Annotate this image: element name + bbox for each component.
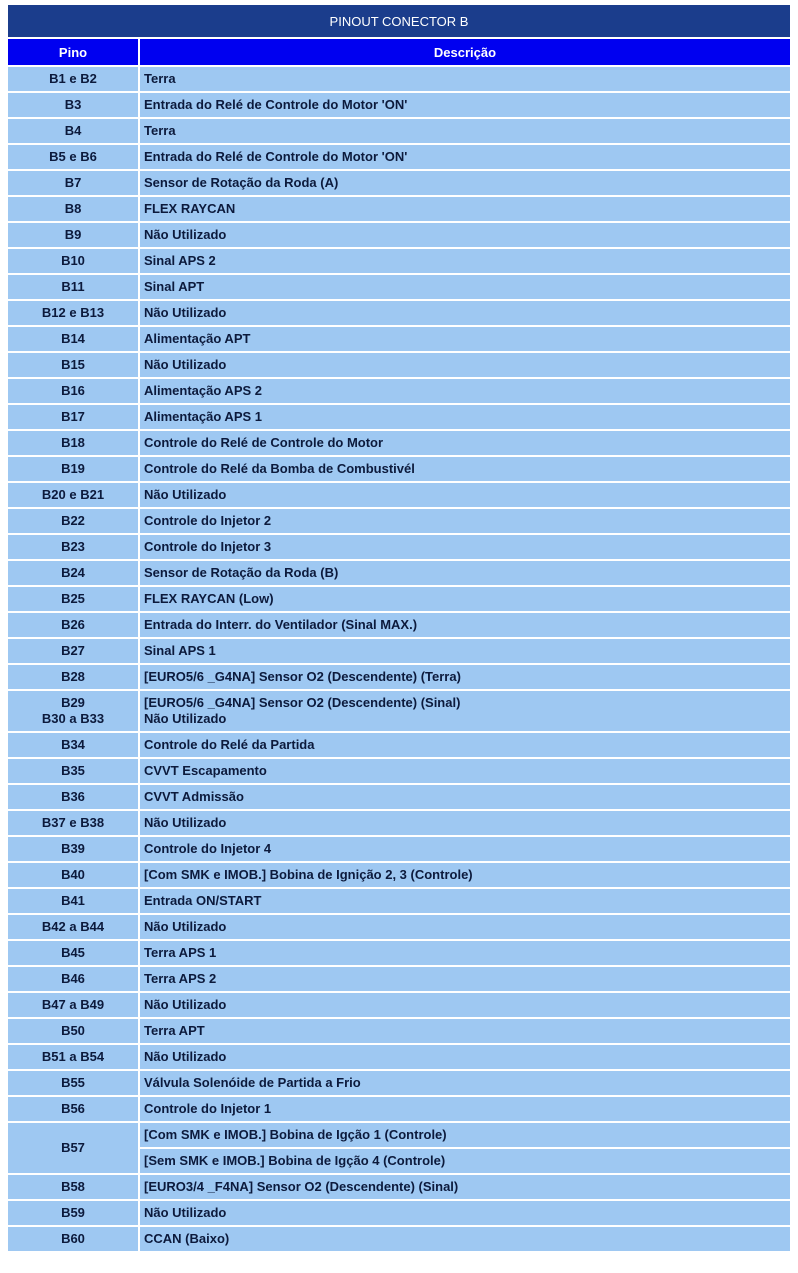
pin-cell <box>8 811 138 835</box>
description-label: Controle do Relé de Controle do Motor <box>144 435 384 450</box>
pin-label: B30 a B33 <box>41 711 105 726</box>
description-label: Controle do Injetor 4 <box>144 841 272 856</box>
pin-label: B45 <box>61 945 85 960</box>
pin-label: B17 <box>61 409 85 424</box>
pin-label: B58 <box>61 1179 85 1194</box>
table-row <box>8 1045 790 1069</box>
description-cell <box>140 1227 790 1251</box>
pin-cell <box>8 93 138 117</box>
description-cell <box>140 1123 790 1173</box>
pin-label: B20 e B21 <box>41 487 105 502</box>
description-cell <box>140 811 790 835</box>
pin-cell <box>8 1071 138 1095</box>
table-row <box>8 275 790 299</box>
table-body <box>8 67 790 1251</box>
pin-label: B16 <box>61 383 85 398</box>
description-cell <box>140 67 790 91</box>
description-label: Não Utilizado <box>144 919 227 934</box>
pin-label: B28 <box>61 669 85 684</box>
pin-label: B29 <box>61 695 85 710</box>
description-cell <box>140 639 790 663</box>
pin-label: B60 <box>61 1231 85 1246</box>
pin-cell <box>8 733 138 757</box>
table-row <box>8 379 790 403</box>
description-label: Alimentação APS 1 <box>144 409 263 424</box>
description-cell <box>140 1045 790 1069</box>
description-label: Terra APS 2 <box>144 971 217 986</box>
description-cell <box>140 941 790 965</box>
description-label: FLEX RAYCAN <box>144 201 236 216</box>
pin-label: B37 e B38 <box>41 815 105 830</box>
description-label: Terra APT <box>144 1023 205 1038</box>
description-cell <box>140 171 790 195</box>
table-row <box>8 785 790 809</box>
description-label: CCAN (Baixo) <box>144 1231 230 1246</box>
description-label: Alimentação APT <box>144 331 251 346</box>
pin-label: B57 <box>61 1140 85 1155</box>
description-cell <box>140 535 790 559</box>
table-row <box>8 759 790 783</box>
description-label: Terra APS 1 <box>144 945 217 960</box>
table-row <box>8 197 790 221</box>
pin-label: B18 <box>61 435 85 450</box>
pin-cell <box>8 535 138 559</box>
table-row <box>8 431 790 455</box>
description-cell <box>140 353 790 377</box>
description-label: CVVT Admissão <box>144 789 244 804</box>
pin-label: B9 <box>64 227 82 242</box>
pin-cell <box>8 889 138 913</box>
description-cell <box>140 665 790 689</box>
description-cell <box>140 613 790 637</box>
pin-cell <box>8 197 138 221</box>
pin-cell <box>8 1097 138 1121</box>
pinout-table <box>6 3 792 1253</box>
table-row <box>8 613 790 637</box>
pin-label: B11 <box>61 279 85 294</box>
pin-label: B27 <box>61 643 85 658</box>
description-cell <box>140 587 790 611</box>
pin-label: B7 <box>64 175 82 190</box>
description-cell <box>140 249 790 273</box>
description-label: [EURO5/6 _G4NA] Sensor O2 (Descendente) (Sinal) <box>144 695 461 710</box>
description-cell <box>140 863 790 887</box>
column-header-description: Descrição <box>140 39 790 65</box>
description-label: Não Utilizado <box>144 1205 227 1220</box>
table-row <box>8 457 790 481</box>
pin-cell <box>8 639 138 663</box>
pin-label: B14 <box>61 331 85 346</box>
table-row <box>8 1227 790 1251</box>
table-row <box>8 119 790 143</box>
description-label: CVVT Escapamento <box>144 763 267 778</box>
table-row <box>8 1123 790 1173</box>
description-cell <box>140 889 790 913</box>
pin-cell <box>8 561 138 585</box>
table-row <box>8 837 790 861</box>
pin-label: B56 <box>61 1101 85 1116</box>
description-label: Não Utilizado <box>144 305 227 320</box>
description-label: Terra <box>144 123 176 138</box>
pinout-table-container <box>6 3 792 1253</box>
table-row <box>8 1097 790 1121</box>
pin-cell <box>8 785 138 809</box>
pin-label: B23 <box>61 539 85 554</box>
table-row <box>8 587 790 611</box>
pin-cell <box>8 483 138 507</box>
description-label: Não Utilizado <box>144 1049 227 1064</box>
table-row <box>8 665 790 689</box>
description-cell <box>140 509 790 533</box>
pin-label: B55 <box>61 1075 85 1090</box>
description-cell <box>140 759 790 783</box>
column-header-pin: Pino <box>8 39 138 65</box>
pin-label: B22 <box>61 513 85 528</box>
table-row <box>8 223 790 247</box>
pin-cell <box>8 837 138 861</box>
pin-cell <box>8 1019 138 1043</box>
pin-label: B59 <box>61 1205 85 1220</box>
description-label: Não Utilizado <box>144 711 227 726</box>
description-cell <box>140 1097 790 1121</box>
pin-cell <box>8 301 138 325</box>
description-label: Não Utilizado <box>144 997 227 1012</box>
table-row <box>8 405 790 429</box>
description-label: Sensor de Rotação da Roda (A) <box>144 175 339 190</box>
pin-cell <box>8 1227 138 1251</box>
description-label: [Com SMK e IMOB.] Bobina de Igção 1 (Controle) <box>140 1123 790 1147</box>
pin-cell <box>8 145 138 169</box>
pin-cell <box>8 915 138 939</box>
table-row <box>8 93 790 117</box>
description-cell <box>140 93 790 117</box>
description-cell <box>140 119 790 143</box>
description-label: [Com SMK e IMOB.] Bobina de Ignição 2, 3 (Controle) <box>144 867 473 882</box>
description-cell <box>140 733 790 757</box>
table-row <box>8 535 790 559</box>
description-label: Sinal APS 2 <box>144 253 216 268</box>
description-cell <box>140 327 790 351</box>
table-row <box>8 353 790 377</box>
pin-label: B41 <box>61 893 85 908</box>
description-label: Não Utilizado <box>144 487 227 502</box>
table-row <box>8 171 790 195</box>
pin-cell <box>8 967 138 991</box>
description-label: Controle do Injetor 2 <box>144 513 272 528</box>
table-row <box>8 1019 790 1043</box>
pin-label: B36 <box>61 789 85 804</box>
table-row <box>8 967 790 991</box>
pin-cell <box>8 431 138 455</box>
description-cell <box>140 197 790 221</box>
table-row <box>8 327 790 351</box>
pin-label: B12 e B13 <box>41 305 105 320</box>
table-row <box>8 811 790 835</box>
table-row <box>8 863 790 887</box>
pin-label: B34 <box>61 737 85 752</box>
pin-cell <box>8 379 138 403</box>
table-row <box>8 889 790 913</box>
description-label: Entrada do Relé de Controle do Motor 'ON' <box>144 97 408 112</box>
pin-label: B24 <box>61 565 85 580</box>
description-cell <box>140 785 790 809</box>
pin-cell <box>8 249 138 273</box>
table-row <box>8 483 790 507</box>
pin-label: B40 <box>61 867 85 882</box>
pin-label: B50 <box>61 1023 85 1038</box>
description-label: Entrada ON/START <box>144 893 262 908</box>
table-row <box>8 1201 790 1225</box>
pin-label: B47 a B49 <box>41 997 105 1012</box>
pin-label: B4 <box>64 123 82 138</box>
pin-cell <box>8 613 138 637</box>
description-cell <box>140 1201 790 1225</box>
table-row <box>8 1175 790 1199</box>
description-cell <box>140 561 790 585</box>
pin-label: B8 <box>64 201 82 216</box>
pin-cell <box>8 863 138 887</box>
description-label: [Sem SMK e IMOB.] Bobina de Igção 4 (Controle) <box>140 1149 790 1173</box>
pin-label: B25 <box>61 591 85 606</box>
description-cell <box>140 1175 790 1199</box>
pin-cell <box>8 223 138 247</box>
pin-label: B51 a B54 <box>41 1049 105 1064</box>
description-cell <box>140 837 790 861</box>
pin-label: B1 e B2 <box>49 71 97 86</box>
pin-label: B35 <box>61 763 85 778</box>
description-label: Terra <box>144 71 176 86</box>
description-label: [EURO3/4 _F4NA] Sensor O2 (Descendente) (Sinal) <box>144 1179 459 1194</box>
pin-cell <box>8 327 138 351</box>
pin-cell <box>8 119 138 143</box>
pin-cell <box>8 691 138 731</box>
table-row <box>8 509 790 533</box>
description-cell <box>140 915 790 939</box>
pin-cell <box>8 759 138 783</box>
description-label: Não Utilizado <box>144 357 227 372</box>
description-cell <box>140 483 790 507</box>
description-label: Sinal APS 1 <box>144 643 216 658</box>
description-cell <box>140 1071 790 1095</box>
description-cell <box>140 993 790 1017</box>
table-row <box>8 993 790 1017</box>
pin-cell <box>8 1123 138 1173</box>
pin-cell <box>8 67 138 91</box>
description-label: Alimentação APS 2 <box>144 383 263 398</box>
title-row <box>8 5 790 37</box>
description-cell <box>140 457 790 481</box>
description-cell <box>140 379 790 403</box>
pin-cell <box>8 587 138 611</box>
description-label: Sinal APT <box>144 279 205 294</box>
description-label: Controle do Injetor 1 <box>144 1101 272 1116</box>
description-cell <box>140 145 790 169</box>
pin-label: B19 <box>61 461 85 476</box>
table-row <box>8 145 790 169</box>
pin-label: B26 <box>61 617 85 632</box>
table-row <box>8 915 790 939</box>
table-row <box>8 691 790 731</box>
description-cell <box>140 405 790 429</box>
description-label: Entrada do Relé de Controle do Motor 'ON' <box>144 149 408 164</box>
table-title: PINOUT CONECTOR B <box>8 5 790 37</box>
description-label: Válvula Solenóide de Partida a Frio <box>144 1075 361 1090</box>
pin-cell <box>8 405 138 429</box>
pin-label: B39 <box>61 841 85 856</box>
pin-cell <box>8 1175 138 1199</box>
description-label: FLEX RAYCAN (Low) <box>144 591 274 606</box>
table-row <box>8 249 790 273</box>
description-label: [EURO5/6 _G4NA] Sensor O2 (Descendente) (Terra) <box>144 669 461 684</box>
description-cell <box>140 691 790 731</box>
description-cell <box>140 275 790 299</box>
pin-cell <box>8 275 138 299</box>
description-cell <box>140 967 790 991</box>
description-label: Controle do Relé da Partida <box>144 737 315 752</box>
pin-cell <box>8 457 138 481</box>
pin-cell <box>8 1045 138 1069</box>
pin-cell <box>8 353 138 377</box>
pin-cell <box>8 1201 138 1225</box>
table-row <box>8 733 790 757</box>
pin-cell <box>8 993 138 1017</box>
table-row <box>8 301 790 325</box>
table-row <box>8 561 790 585</box>
description-cell <box>140 1019 790 1043</box>
description-cell <box>140 431 790 455</box>
pin-label: B42 a B44 <box>41 919 105 934</box>
description-cell <box>140 223 790 247</box>
pin-label: B10 <box>61 253 85 268</box>
description-label: Não Utilizado <box>144 815 227 830</box>
table-row <box>8 67 790 91</box>
table-row <box>8 639 790 663</box>
pin-label: B15 <box>61 357 85 372</box>
table-row <box>8 1071 790 1095</box>
pin-cell <box>8 941 138 965</box>
description-label: Não Utilizado <box>144 227 227 242</box>
pin-label: B3 <box>64 97 82 112</box>
pin-label: B46 <box>61 971 85 986</box>
pin-cell <box>8 171 138 195</box>
pin-cell <box>8 509 138 533</box>
description-label: Entrada do Interr. do Ventilador (Sinal MAX.) <box>144 617 418 632</box>
description-label: Controle do Relé da Bomba de Combustivél <box>144 461 415 476</box>
pin-cell <box>8 665 138 689</box>
pin-label: B5 e B6 <box>49 149 97 164</box>
description-cell <box>140 301 790 325</box>
table-row <box>8 941 790 965</box>
description-label: Sensor de Rotação da Roda (B) <box>144 565 339 580</box>
description-label: Controle do Injetor 3 <box>144 539 272 554</box>
header-row <box>8 39 790 65</box>
